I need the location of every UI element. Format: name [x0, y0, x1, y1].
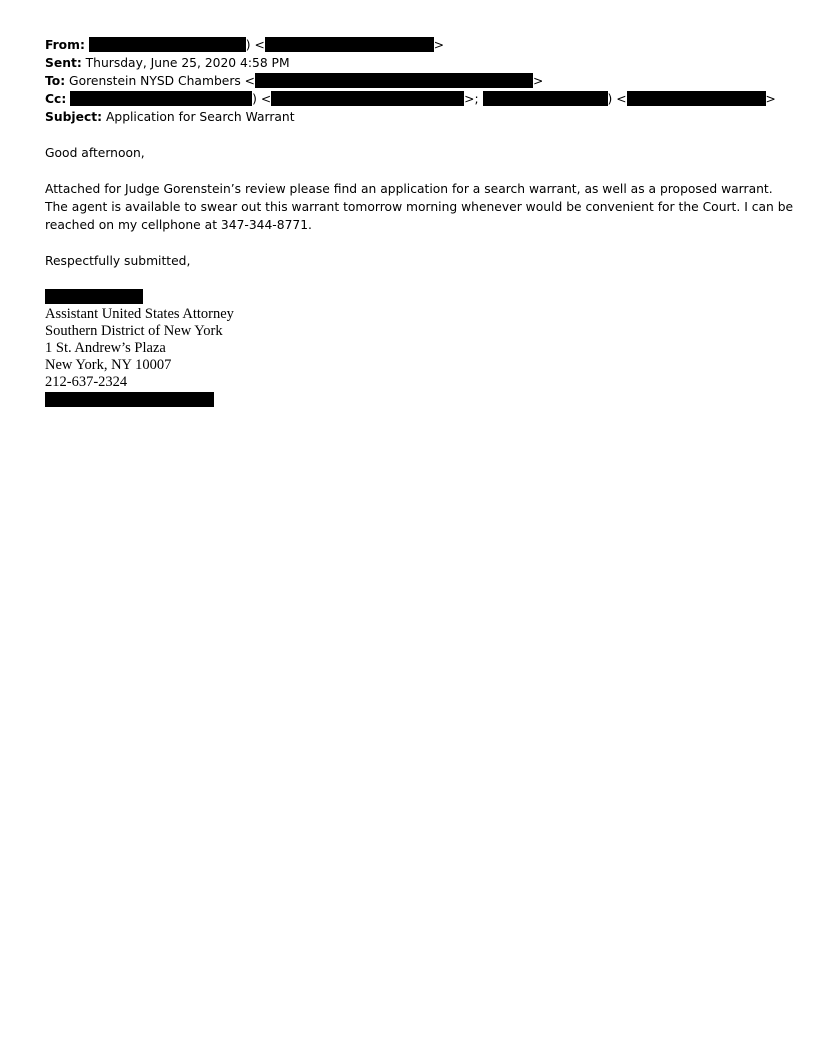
redaction-from-email: [265, 37, 434, 52]
signature-phone: 212-637-2324: [45, 374, 128, 390]
sent-label: Sent:: [45, 56, 82, 70]
closing: Respectfully submitted,: [45, 254, 191, 268]
cc-label: Cc:: [45, 92, 67, 106]
sent-value: Thursday, June 25, 2020 4:58 PM: [85, 56, 290, 70]
cc-separator-1: ) <: [252, 92, 272, 106]
to-end: >: [533, 74, 544, 88]
signature-title: Assistant United States Attorney: [45, 306, 234, 322]
to-value: Gorenstein NYSD Chambers <: [69, 74, 255, 88]
body-line-3: reached on my cellphone at 347-344-8771.: [45, 218, 312, 232]
cc-separator-3: ) <: [607, 92, 627, 106]
redaction-signature-contact: [45, 392, 214, 407]
redaction-cc-name-2: [483, 91, 608, 106]
body-line-2: The agent is available to swear out this warrant tomorrow morning whenever would be convenient for the Court. I can be: [45, 200, 794, 214]
redaction-from-name: [89, 37, 246, 52]
cc-line: [45, 90, 776, 108]
from-separator: ) <: [245, 38, 265, 52]
to-line: [45, 72, 543, 90]
redaction-cc-name-1: [70, 91, 252, 106]
redaction-cc-email-1: [271, 91, 464, 106]
signature-address-2: New York, NY 10007: [45, 357, 172, 373]
to-label: To:: [45, 74, 66, 88]
redaction-cc-email-2: [627, 91, 766, 106]
signature-address-1: 1 St. Andrew’s Plaza: [45, 340, 166, 356]
sent-line: [45, 54, 290, 72]
redaction-signature-name: [45, 289, 143, 304]
redaction-to-email: [255, 73, 533, 88]
cc-separator-2: >;: [464, 92, 483, 106]
from-line: [45, 36, 444, 54]
subject-label: Subject:: [45, 110, 103, 124]
signature-office: Southern District of New York: [45, 323, 223, 339]
greeting: Good afternoon,: [45, 146, 145, 160]
from-label: From:: [45, 38, 85, 52]
from-end: >: [433, 38, 445, 52]
cc-end: >: [765, 92, 776, 106]
subject-value: Application for Search Warrant: [105, 110, 295, 124]
body-line-1: Attached for Judge Gorenstein’s review please find an application for a search warrant, as well as a proposed warrant.: [45, 182, 773, 196]
subject-line: [45, 108, 295, 126]
